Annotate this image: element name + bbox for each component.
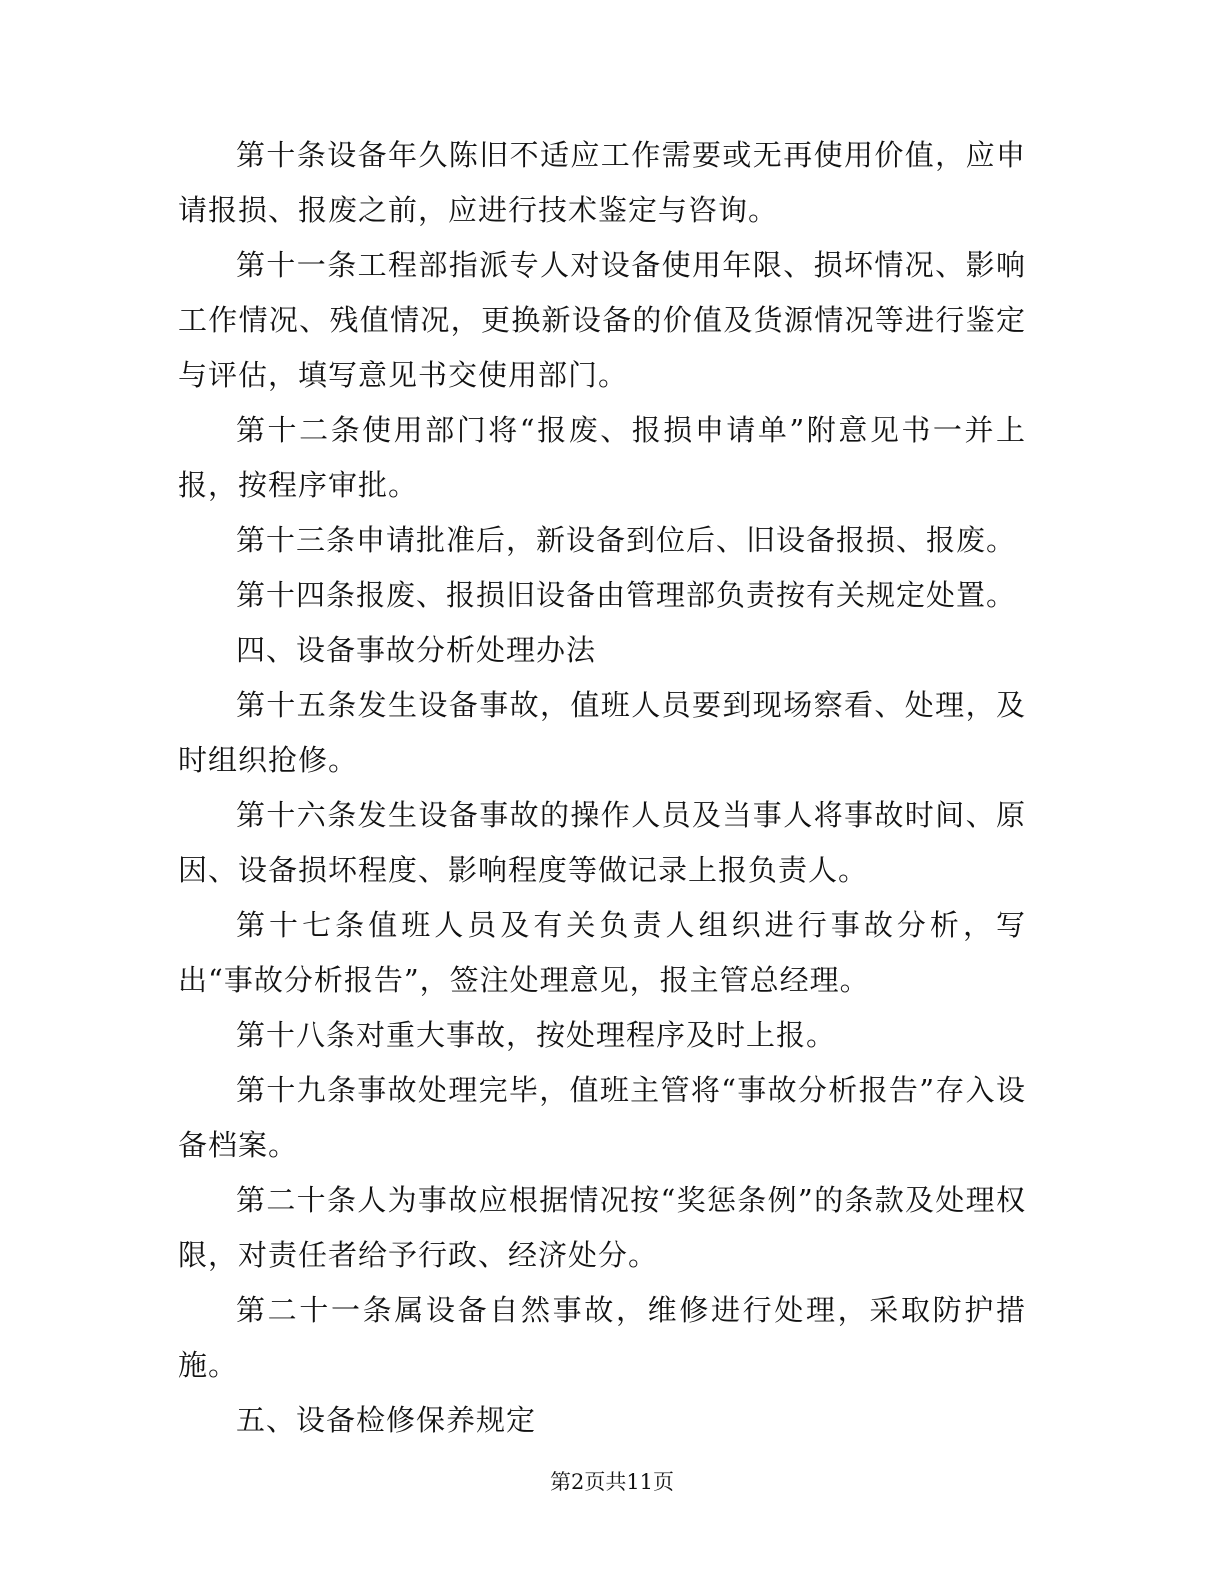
article-18-paragraph: 第十八条对重大事故，按处理程序及时上报。 [236, 1018, 837, 1052]
article-16-paragraph: 第十六条发生设备事故的操作人员及当事人将事故时间、原因、设备损坏程度、影响程度等做记录上报负责人。 [178, 798, 1026, 887]
article-14-paragraph: 第十四条报废、报损旧设备由管理部负责按有关规定处置。 [236, 578, 1017, 612]
section-4-heading: 四、设备事故分析处理办法 [236, 633, 597, 667]
document-body [178, 128, 1026, 1448]
article-20-paragraph: 第二十条人为事故应根据情况按“奖惩条例”的条款及处理权限，对责任者给予行政、经济处分。 [178, 1183, 1026, 1272]
article-12-paragraph: 第十二条使用部门将“报废、报损申请单”附意见书一并上报，按程序审批。 [178, 413, 1026, 502]
article-10-paragraph: 第十条设备年久陈旧不适应工作需要或无再使用价值，应申请报损、报废之前，应进行技术鉴定与咨询。 [178, 138, 1026, 227]
article-11-paragraph: 第十一条工程部指派专人对设备使用年限、损坏情况、影响工作情况、残值情况，更换新设备的价值及货源情况等进行鉴定与评估，填写意见书交使用部门。 [178, 248, 1026, 392]
article-19-paragraph: 第十九条事故处理完毕，值班主管将“事故分析报告”存入设备档案。 [178, 1073, 1026, 1162]
article-17-paragraph: 第十七条值班人员及有关负责人组织进行事故分析，写出“事故分析报告”，签注处理意见，报主管总经理。 [178, 908, 1026, 997]
section-5-heading: 五、设备检修保养规定 [236, 1403, 537, 1437]
article-13-paragraph: 第十三条申请批准后，新设备到位后、旧设备报损、报废。 [236, 523, 1017, 557]
article-21-paragraph: 第二十一条属设备自然事故，维修进行处理，采取防护措施。 [178, 1293, 1026, 1382]
page-number: 第2页共11页 [549, 1470, 675, 1494]
article-15-paragraph: 第十五条发生设备事故，值班人员要到现场察看、处理，及时组织抢修。 [178, 688, 1026, 777]
